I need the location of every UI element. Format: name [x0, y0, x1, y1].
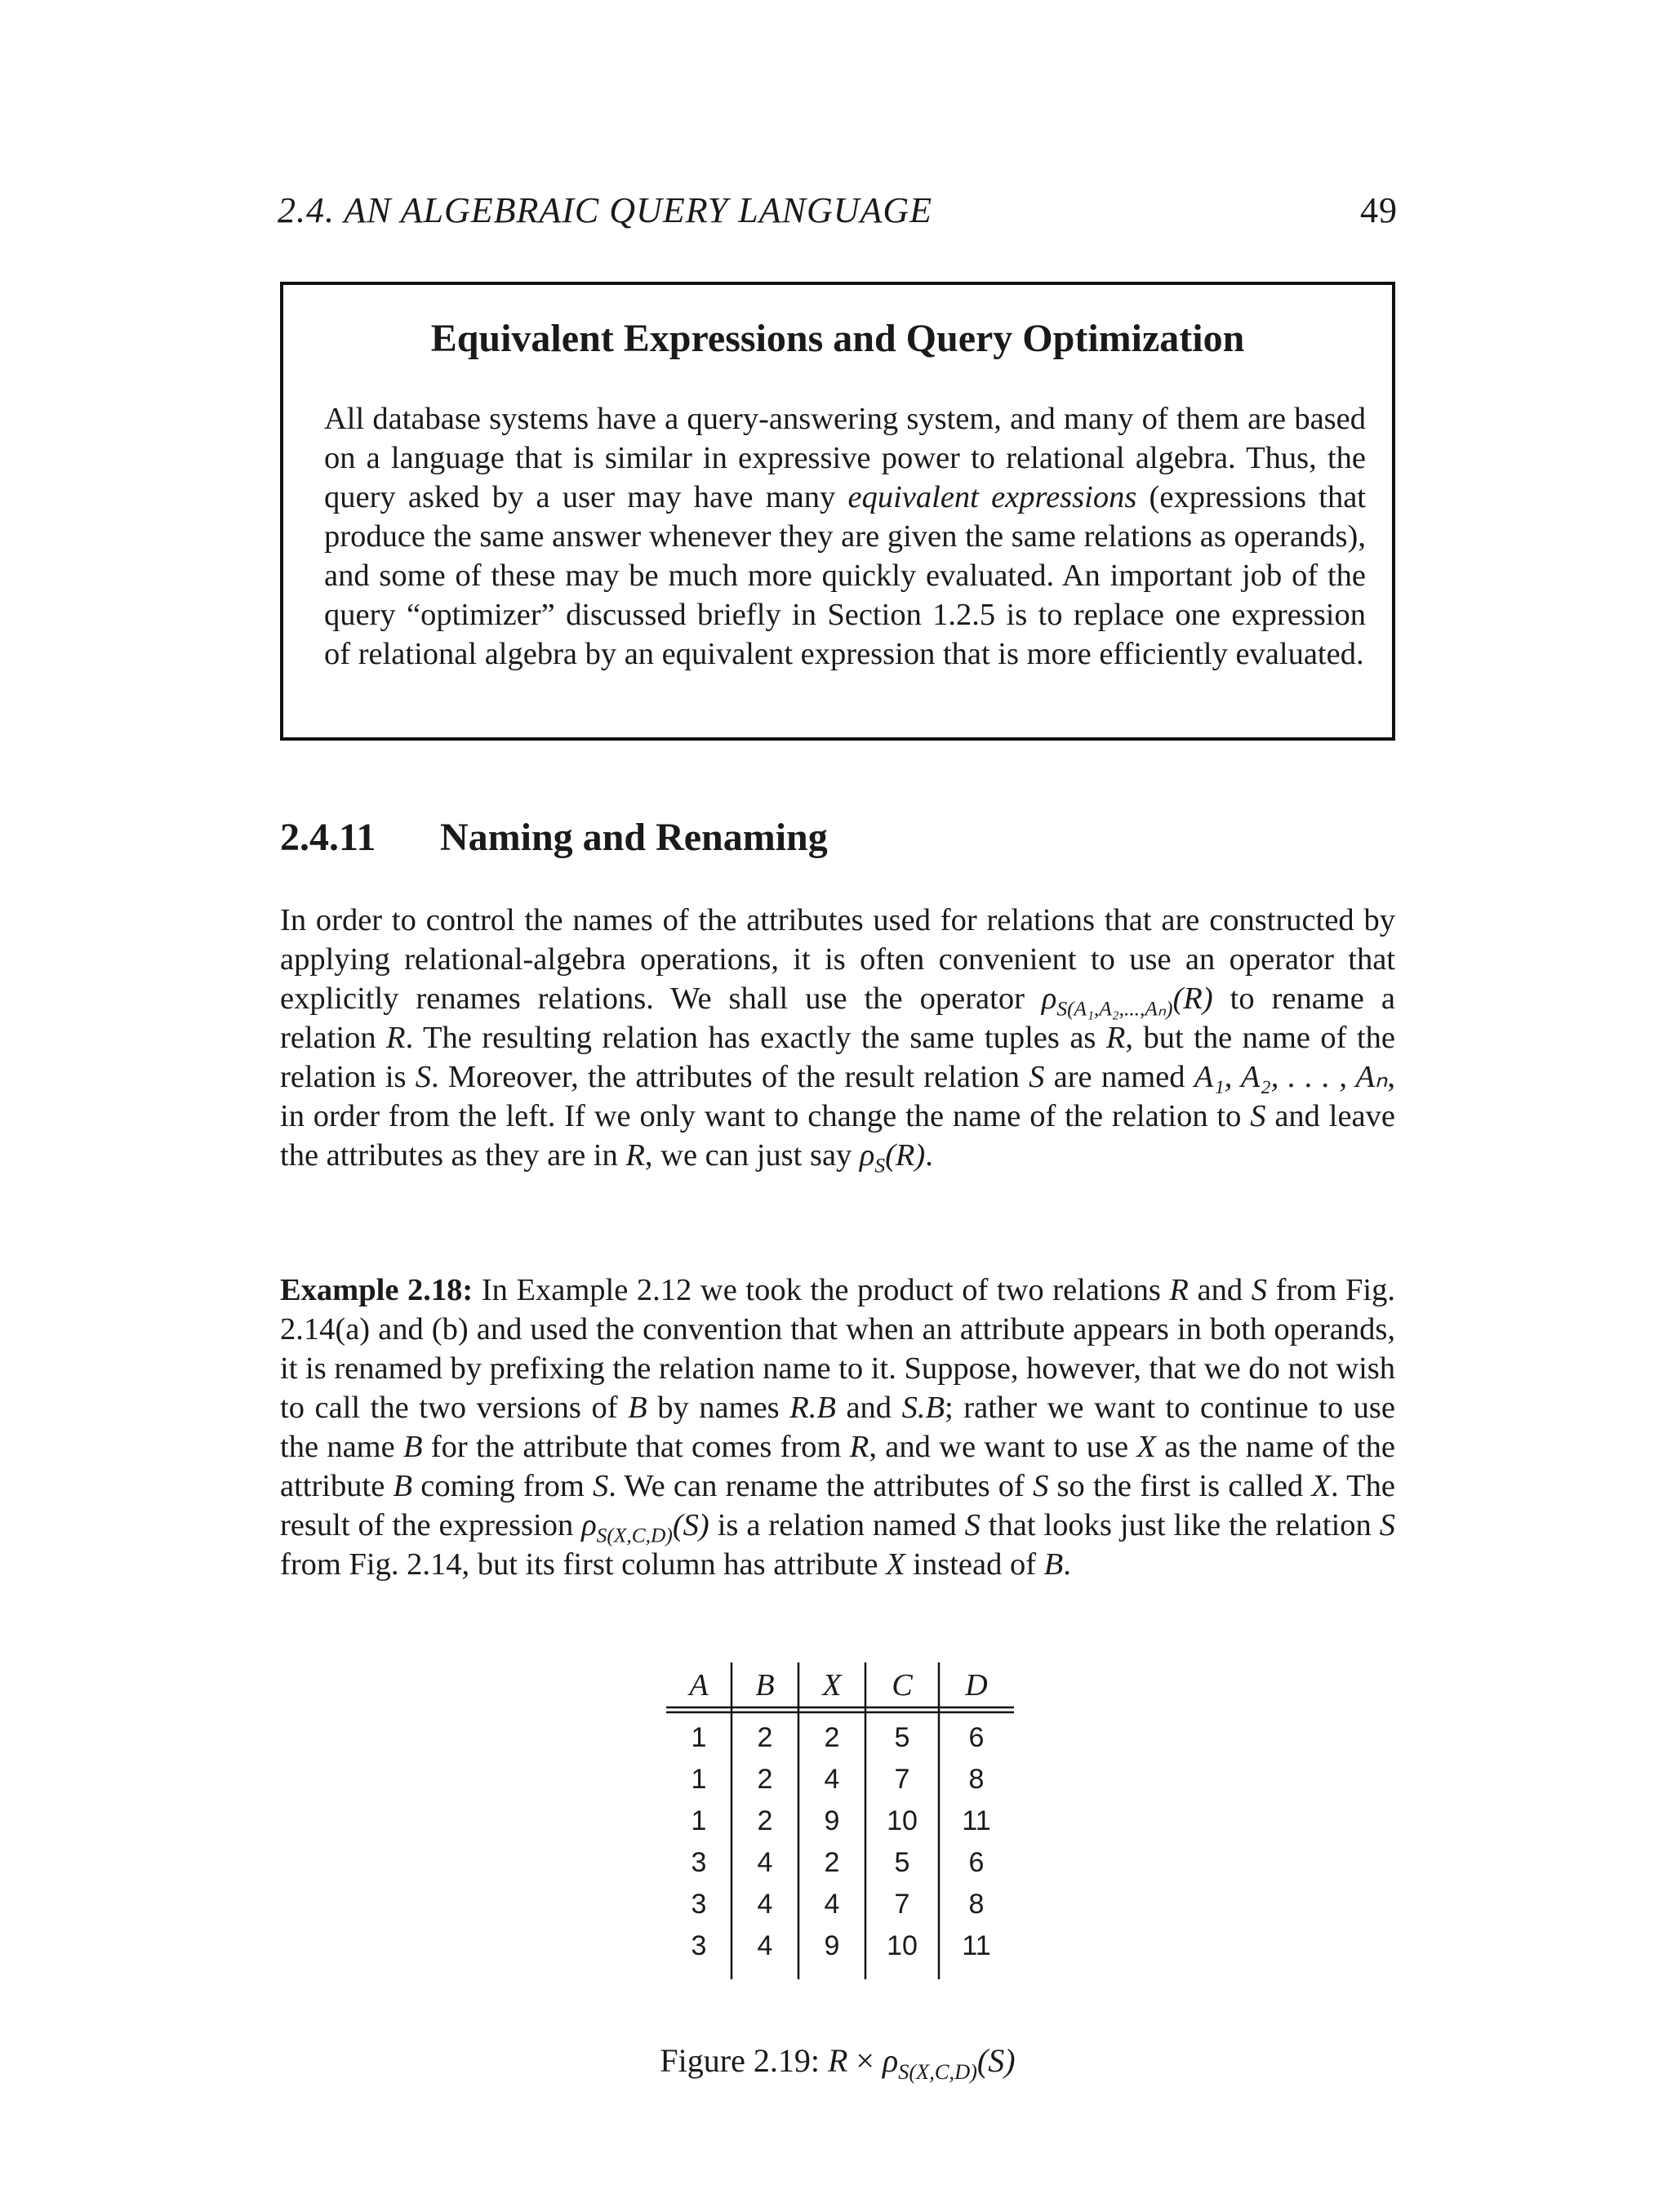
sidebar-box-title: Equivalent Expressions and Query Optimization	[430, 317, 1245, 360]
table-cell: 6	[968, 1847, 985, 1878]
table-cell: 9	[824, 1805, 840, 1836]
table-header-cell: C	[892, 1668, 913, 1702]
table-header-cell: D	[965, 1668, 988, 1702]
table-cell: 2	[824, 1722, 840, 1753]
table-cell: 11	[962, 1930, 991, 1961]
table-cell: 8	[968, 1889, 985, 1920]
table-cell: 10	[887, 1930, 918, 1961]
section-heading	[280, 815, 1395, 860]
table-cell: 4	[757, 1889, 773, 1920]
table-cell: 7	[894, 1889, 910, 1920]
table-cell: 2	[757, 1722, 773, 1753]
table-cell: 1	[691, 1764, 707, 1795]
table-cell: 2	[824, 1847, 840, 1878]
table-cell: 2	[757, 1764, 773, 1795]
table-cell: 8	[968, 1764, 985, 1795]
page-number: 49	[1360, 190, 1398, 230]
sidebar-box	[280, 282, 1395, 741]
table-cell: 1	[691, 1805, 707, 1836]
table-header-cell: B	[755, 1668, 775, 1702]
example-label: Example 2.18:	[280, 1273, 474, 1307]
table-cell: 1	[691, 1722, 707, 1753]
example-2-18: Example 2.18: In Example 2.12 we took the product of two relations R and S from Fig. 2.14(a) and (b) and used the convention that when an attribute appears in both operands, it is renamed by prefixing the relation name to it. Suppose, however, that we do not wish to call the two versions of B by names R.B and S.B; rather we want to continue to use the name B for the attribute that comes from R, and we want to use X as the name of the attribute B coming from S. We can rename the attributes of S so the first is called X. The result of the expression $\rho_{S(X,C,D)}(S)$ is a relation named S that looks just like the relation S from Fig. 2.14, but its first column has attribute X instead of B.	[280, 1273, 1395, 1582]
table-cell: 11	[962, 1805, 991, 1836]
running-head-title: 2.4. AN ALGEBRAIC QUERY LANGUAGE	[278, 190, 933, 230]
table-cell: 4	[824, 1889, 840, 1920]
table-cell: 5	[894, 1847, 910, 1878]
sidebar-box-text: All database systems have a query-answering system, and many of them are based on a language that is similar in expressive power to relational algebra. Thus, the query asked by a user may have many equivalent expressions (expressions that produce the same answer whenever they are given the same relations as operands), and some of these may be much more quickly evaluated. An important job of the query “optimizer” discussed briefly in Section 1.2.5 is to replace one expression of relational algebra by an equivalent expression that is more efficiently evaluated.	[324, 402, 1366, 671]
table-cell: 3	[691, 1889, 707, 1920]
table-cell: 3	[691, 1930, 707, 1961]
table-cell: 4	[757, 1847, 773, 1878]
table-cell: 3	[691, 1847, 707, 1878]
table-cell: 10	[887, 1805, 918, 1836]
figure-caption: Figure 2.19: $R \times \rho_{S(X,C,D)}(S)$	[660, 2042, 1016, 2084]
result-table	[666, 1662, 1017, 1981]
table-cell: 2	[757, 1805, 773, 1836]
running-head	[278, 189, 1398, 238]
paragraph-renaming: In order to control the names of the attributes used for relations that are constructed by applying relational-algebra operations, it is often convenient to use an operator that explicitly renames relations. We shall use the operator $\rho_{S(A_1,A_2,...,A_n)}(R)$ to rename a relation R. The resulting relation has exactly the same tuples as R, but the name of the relation is S. Moreover, the attributes of the result relation S are named A₁, A₂, . . . , Aₙ, in order from the left. If we only want to change the name of the relation to S and leave the attributes as they are in R, we can just say $\rho_S(R)$.	[280, 903, 1395, 1177]
table-cell: 9	[824, 1930, 840, 1961]
section-title: Naming and Renaming	[440, 816, 828, 859]
table-header-cell: X	[822, 1668, 842, 1702]
section-number: 2.4.11	[280, 816, 376, 859]
table-cell: 6	[968, 1722, 985, 1753]
table-header-cell: A	[689, 1668, 709, 1702]
table-cell: 4	[757, 1930, 773, 1961]
table-cell: 5	[894, 1722, 910, 1753]
figure-label: Figure 2.19:	[660, 2042, 820, 2079]
table-cell: 7	[894, 1764, 910, 1795]
table-cell: 4	[824, 1764, 840, 1795]
